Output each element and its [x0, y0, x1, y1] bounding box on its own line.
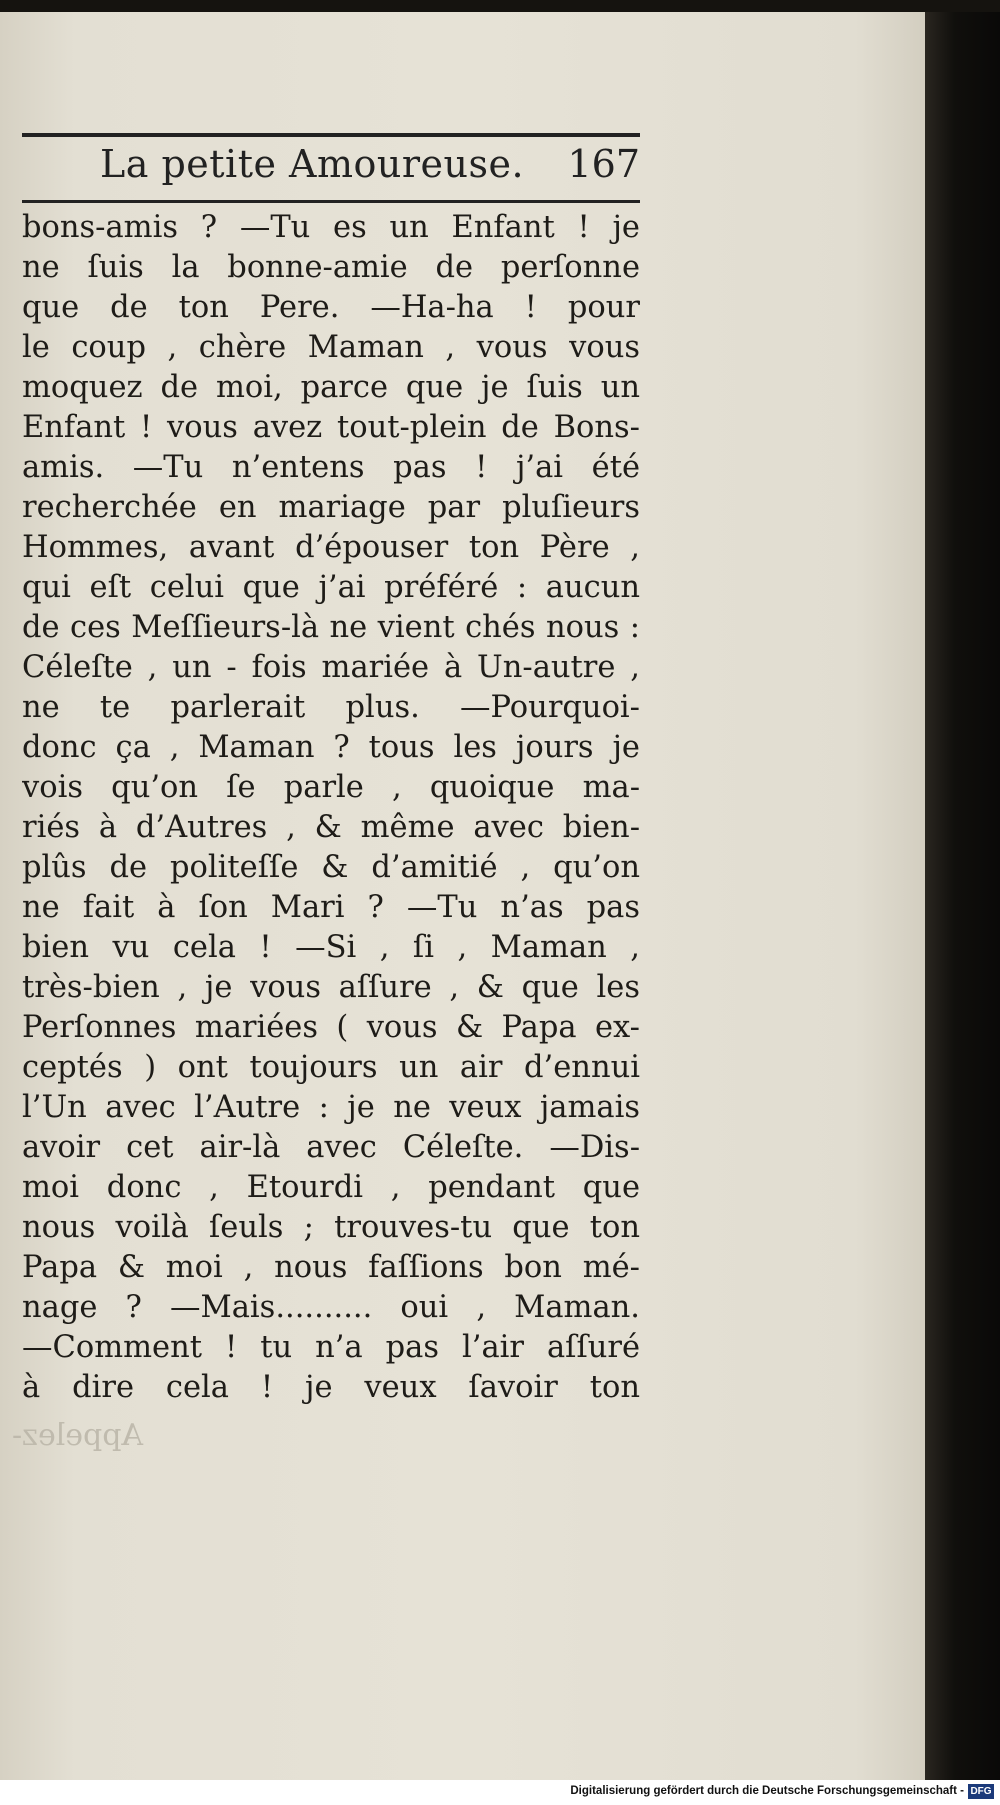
text-line: le coup , chère Maman , vous vous — [22, 330, 640, 365]
text-line: à dire cela ! je veux ſavoir ton — [22, 1370, 640, 1405]
text-line: de ces Meſſieurs-là ne vient chés nous : — [22, 610, 640, 645]
text-line: moi donc , Etourdi , pendant que — [22, 1170, 640, 1205]
page-number: 167 — [567, 142, 640, 186]
text-line: bons-amis ? —Tu es un Enfant ! je — [22, 210, 640, 245]
text-line: riés à d’Autres , & même avec bien- — [22, 810, 640, 845]
text-line: ceptés ) ont toujours un air d’ennui — [22, 1050, 640, 1085]
text-line: ne fait à ſon Mari ? —Tu n’as pas — [22, 890, 640, 925]
running-title: La petite Amoureuse. — [100, 142, 525, 186]
text-line: ne ſuis la bonne-amie de perſonne — [22, 250, 640, 285]
text-line: donc ça , Maman ? tous les jours je — [22, 730, 640, 765]
text-line: l’Un avec l’Autre : je ne veux jamais — [22, 1090, 640, 1125]
header-rule-top — [22, 133, 640, 137]
text-line: moquez de moi, parce que je ſuis un — [22, 370, 640, 405]
text-line: que de ton Pere. —Ha-ha ! pour — [22, 290, 640, 325]
header-rule-bottom — [22, 200, 640, 203]
running-head — [22, 138, 640, 198]
text-line: recherchée en mariage par pluſieurs — [22, 490, 640, 525]
text-line: Céleſte , un - fois mariée à Un-autre , — [22, 650, 640, 685]
dfg-logo-icon: DFG — [968, 1784, 994, 1799]
footer-credit: Digitalisierung gefördert durch die Deutsche Forschungsgemeinschaft - — [570, 1785, 964, 1797]
page-gutter-shadow — [925, 12, 1000, 1780]
text-line: ne te parlerait plus. —Pourquoi- — [22, 690, 640, 725]
text-line: Hommes, avant d’épouser ton Père , — [22, 530, 640, 565]
text-line: bien vu cela ! —Si , ſi , Maman , — [22, 930, 640, 965]
text-line: nous voilà ſeuls ; trouves-tu que ton — [22, 1210, 640, 1245]
text-line: Perſonnes mariées ( vous & Papa ex- — [22, 1010, 640, 1045]
text-line: qui eſt celui que j’ai préféré : aucun — [22, 570, 640, 605]
digitization-footer — [0, 1780, 1000, 1805]
body-text — [22, 208, 640, 1408]
text-line: vois qu’on ſe parle , quoique ma- — [22, 770, 640, 805]
text-line: Papa & moi , nous faſſions bon mé- — [22, 1250, 640, 1285]
text-line: —Comment ! tu n’a pas l’air aſſuré — [22, 1330, 640, 1365]
text-line: amis. —Tu n’entens pas ! j’ai été — [22, 450, 640, 485]
text-line: plûs de politeſſe & d’amitié , qu’on — [22, 850, 640, 885]
text-line: nage ? —Mais.......... oui , Maman. — [22, 1290, 640, 1325]
text-line: très-bien , je vous aſſure , & que les — [22, 970, 640, 1005]
text-line: avoir cet air-là avec Céleſte. —Dis- — [22, 1130, 640, 1165]
show-through-catchword: Appelez- — [12, 1418, 144, 1453]
text-line: Enfant ! vous avez tout-plein de Bons- — [22, 410, 640, 445]
